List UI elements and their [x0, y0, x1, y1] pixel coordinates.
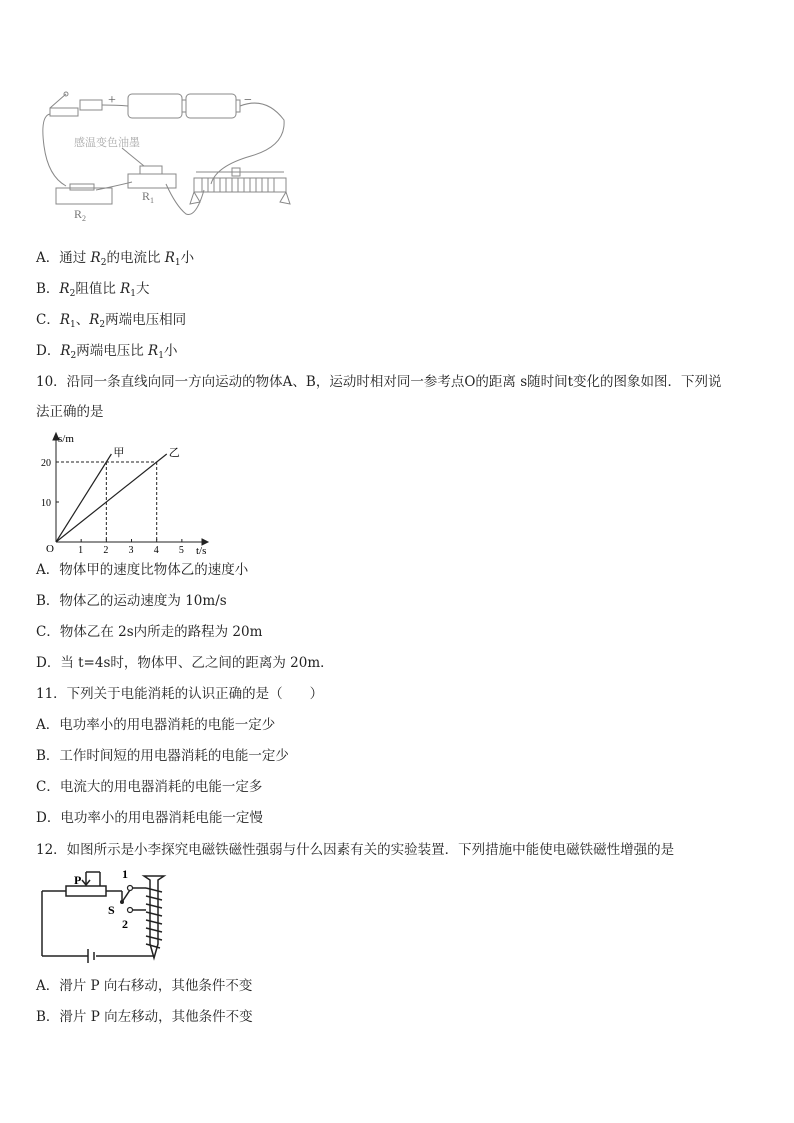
terminal-label-2: 2	[122, 917, 128, 931]
switch-box	[80, 100, 102, 110]
rheostat	[190, 168, 290, 204]
plus-sign: +	[108, 93, 116, 108]
series-label-2: 乙	[168, 447, 180, 459]
series-label-1: 甲	[113, 447, 125, 459]
r1-board	[128, 174, 176, 188]
q9-option-a: A．通过 $R_2$的电流比 $R_1$小	[36, 250, 195, 268]
rheostat-body	[66, 886, 106, 896]
q9-option-c: C．$R_1$、$R_2$两端电压相同	[36, 312, 187, 330]
x-tick-label: 4	[153, 545, 159, 556]
x-tick-label: 3	[128, 545, 134, 556]
q12-stem: 12．如图所示是小李探究电磁铁磁性强弱与什么因素有关的实验装置．下列措施中能使电磁铁磁性增强的是	[36, 842, 675, 858]
series-line-1	[56, 454, 111, 542]
switch-label-s: S	[108, 903, 115, 917]
wire-left	[43, 114, 66, 186]
r2-label: $R_2$	[74, 207, 87, 223]
q12-option-b: B．滑片 P 向左移动，其他条件不变	[36, 1009, 253, 1025]
q10-option-b: B．物体乙的运动速度为 10m/s	[36, 593, 227, 609]
switch-blade	[122, 890, 130, 902]
q10-stem-line2: 法正确的是	[36, 404, 104, 420]
series-line-2	[56, 454, 167, 542]
y-tick-label: 10	[41, 498, 51, 509]
battery-1	[128, 94, 182, 118]
switch-base	[50, 108, 78, 116]
coil-turns	[146, 888, 162, 948]
slider-label-p: P	[74, 873, 82, 887]
battery-2	[186, 94, 236, 118]
y-tick-label: 20	[41, 458, 51, 469]
rheostat-slider	[82, 872, 90, 885]
q9-option-b: B．$R_2$阻值比 $R_1$大	[36, 281, 150, 299]
wire-r2-r1	[96, 182, 132, 190]
y-axis-label: s/m	[58, 433, 74, 445]
q12-option-a: A．滑片 P 向右移动，其他条件不变	[36, 978, 253, 994]
x-tick-label: 5	[178, 545, 184, 556]
q10-option-a: A．物体甲的速度比物体乙的速度小	[36, 562, 249, 578]
x-axis-label: t/s	[196, 545, 207, 557]
origin-label: O	[46, 543, 54, 555]
q9-option-d: D．$R_2$两端电压比 $R_1$小	[36, 343, 178, 361]
electromagnet-circuit-figure	[38, 866, 173, 970]
x-tick-label: 1	[78, 545, 84, 556]
st-chart	[36, 430, 211, 558]
minus-sign: −	[244, 93, 252, 108]
q11-option-c: C．电流大的用电器消耗的电能一定多	[36, 779, 263, 795]
terminal-label-1: 1	[122, 867, 128, 881]
q10-option-d: D．当 t=4s时，物体甲、乙之间的距离为 20m．	[36, 655, 334, 671]
q11-stem: 11．下列关于电能消耗的认识正确的是（ ）	[36, 686, 324, 702]
q10-option-c: C．物体乙在 2s内所走的路程为 20m	[36, 624, 263, 640]
r1-label: $R_1$	[142, 189, 155, 205]
q10-stem-line1: 10．沿同一条直线向同一方向运动的物体A、B，运动时相对同一参考点O的距离 s随时间t变化的图象如图．下列说	[36, 374, 722, 390]
x-tick-label: 2	[103, 545, 109, 556]
switch-lever	[50, 94, 66, 108]
q11-option-b: B．工作时间短的用电器消耗的电能一定少	[36, 748, 289, 764]
q11-option-a: A．电功率小的用电器消耗的电能一定少	[36, 717, 276, 733]
circuit-figure	[36, 86, 296, 226]
q11-option-d: D．电功率小的用电器消耗电能一定慢	[36, 810, 263, 826]
ink-label: 感温变色油墨	[74, 137, 140, 149]
